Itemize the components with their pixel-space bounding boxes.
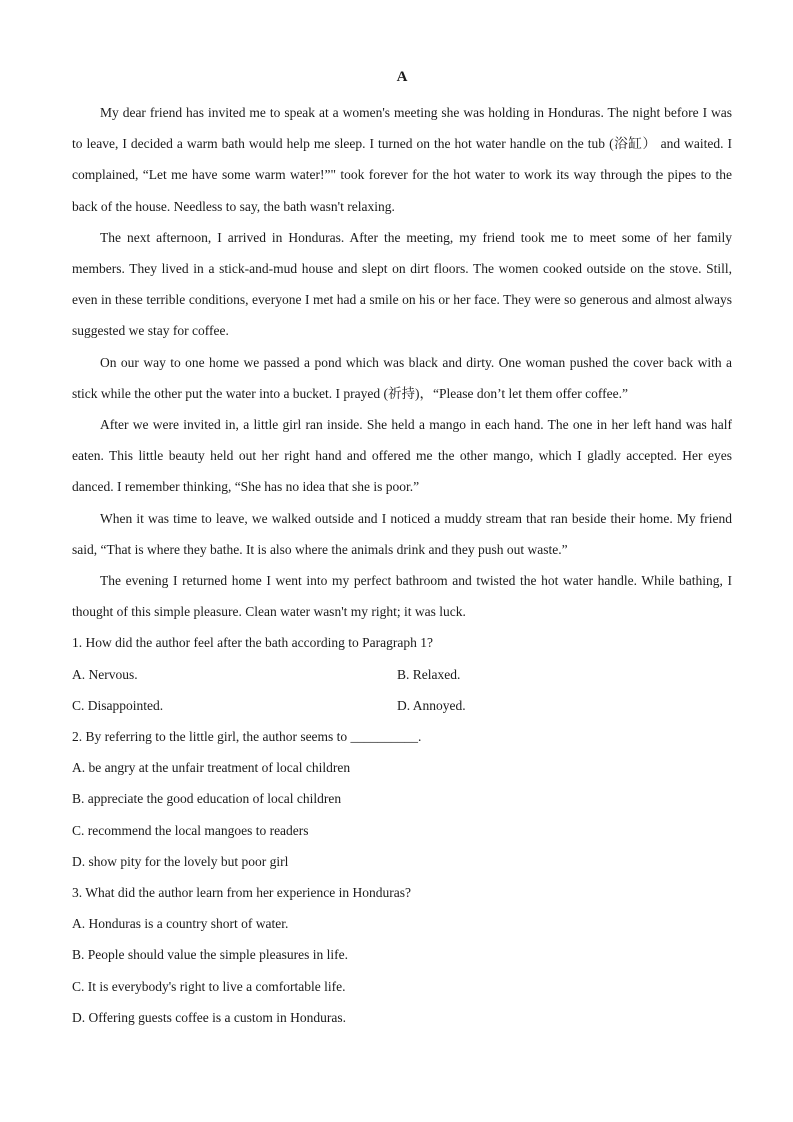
question-3-stem: 3. What did the author learn from her experience in Honduras? [72, 885, 411, 901]
question-1-option-c: C. Disappointed. [72, 697, 164, 713]
question-3-option-c: C. It is everybody's right to live a comfortable life. [72, 978, 346, 994]
question-2 [72, 721, 732, 877]
question-2-option-d: D. show pity for the lovely but poor girl [72, 853, 289, 869]
paragraph-6: The evening I returned home I went into my perfect bathroom and twisted the hot water handle. While bathing, I thought of this simple pleasure. Clean water wasn't my right; it was luck. [72, 573, 732, 620]
paragraph-4: After we were invited in, a little girl ran inside. She held a mango in each hand. The one in her left hand was half eaten. This little beauty held out her right hand and offered me the other mango, which I gladly accepted. Her eyes danced. I remember thinking, “She has no idea that she is poor.” [72, 417, 732, 495]
question-1-options-row-1 [72, 659, 732, 690]
passage-body [72, 97, 732, 627]
question-2-option-c: C. recommend the local mangoes to readers [72, 822, 309, 838]
passage-title: A [396, 69, 408, 85]
question-1-option-a: A. Nervous. [72, 666, 138, 682]
question-1 [72, 627, 732, 721]
document-page [72, 66, 732, 1033]
question-2-option-a: A. be angry at the unfair treatment of local children [72, 760, 351, 776]
question-2-option-b: B. appreciate the good education of local children [72, 791, 342, 807]
question-3-option-a: A. Honduras is a country short of water. [72, 916, 289, 932]
paragraph-2: The next afternoon, I arrived in Honduras. After the meeting, my friend took me to meet some of her family members. They lived in a stick-and-mud house and slept on dirt floors. The women cooked outside on the stove. Still, even in these terrible conditions, everyone I met had a smile on his or her face. They were so generous and almost always suggested we stay for coffee. [72, 229, 732, 339]
paragraph-1: My dear friend has invited me to speak at a women's meeting she was holding in Honduras. The night before I was to leave, I decided a warm bath would help me sleep. I turned on the hot water handle on the tub (浴缸） and waited. I complained, “Let me have some warm water!”" took forever for the hot water to work its way through the pipes to the back of the house. Needless to say, the bath wasn't relaxing. [72, 105, 732, 214]
question-3 [72, 877, 732, 1033]
question-1-options-row-2 [72, 690, 732, 721]
question-1-option-b: B. Relaxed. [397, 666, 461, 682]
paragraph-3: On our way to one home we passed a pond which was black and dirty. One woman pushed the cover back with a stick while the other put the water into a bucket. I prayed (祈持)，“Please don’t let them offer coffee.” [72, 354, 732, 401]
question-3-option-b: B. People should value the simple pleasures in life. [72, 947, 348, 963]
paragraph-5: When it was time to leave, we walked outside and I noticed a muddy stream that ran beside their home. My friend said, “That is where they bathe. It is also where the animals drink and they push out waste.” [72, 510, 732, 557]
question-1-stem: 1. How did the author feel after the bath according to Paragraph 1? [72, 635, 433, 651]
question-1-option-d: D. Annoyed. [397, 697, 466, 713]
question-3-option-d: D. Offering guests coffee is a custom in Honduras. [72, 1009, 346, 1025]
question-2-stem: 2. By referring to the little girl, the author seems to __________. [72, 729, 422, 745]
